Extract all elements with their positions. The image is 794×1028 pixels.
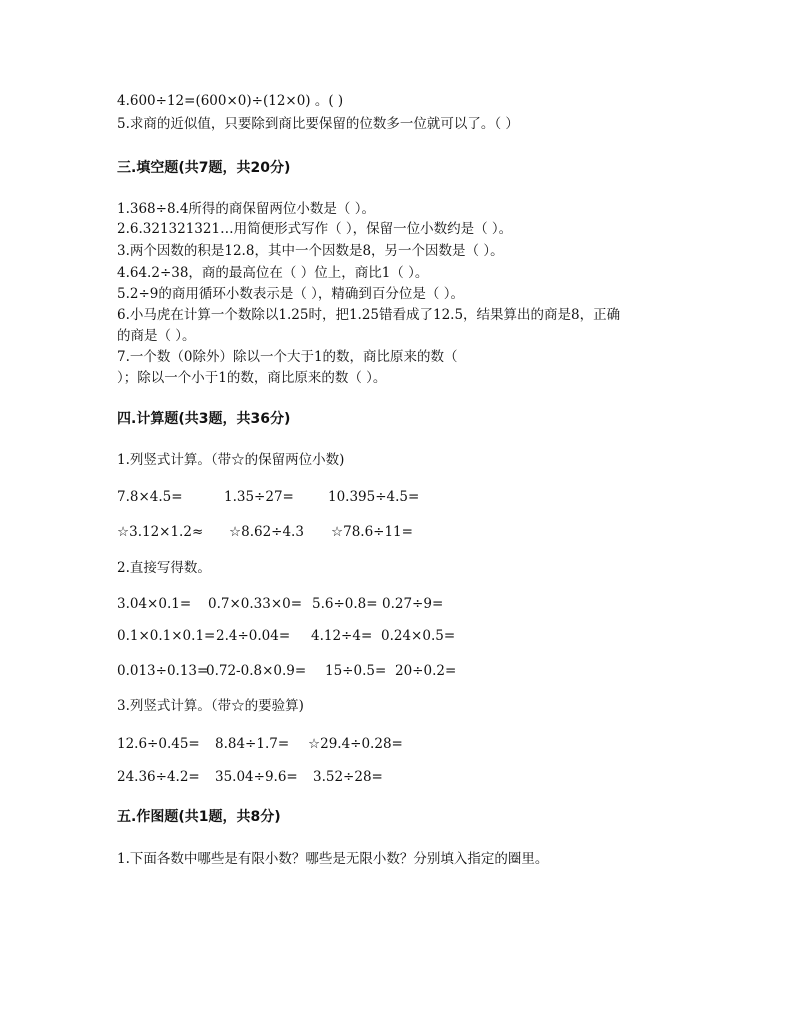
calc-problem: 35.04÷9.6= bbox=[215, 769, 298, 785]
fill-in-item-3: 3.两个因数的积是12.8，其中一个因数是8，另一个因数是（ ）。 bbox=[117, 243, 504, 259]
calc-q2-title: 2.直接写得数。 bbox=[117, 560, 211, 576]
judgement-item-4: 4.600÷12=(600×0)÷(12×0) 。( ) bbox=[117, 93, 344, 109]
calc-problem: 15÷0.5= bbox=[325, 663, 387, 679]
calc-problem: 12.6÷0.45= bbox=[117, 736, 200, 752]
calc-problem: ☆3.12×1.2≈ bbox=[117, 524, 204, 540]
calc-problem: ☆8.62÷4.3 bbox=[229, 524, 304, 540]
calc-problem: 2.4÷0.04= bbox=[216, 628, 291, 644]
calc-problem: 0.24×0.5= bbox=[381, 628, 456, 644]
calc-problem: ☆29.4÷0.28= bbox=[308, 736, 403, 752]
fill-in-item-4: 4.64.2÷38，商的最高位在（ ）位上，商比1（ ）。 bbox=[117, 265, 429, 281]
calc-q3-title: 3.列竖式计算。（带☆的要验算) bbox=[117, 698, 304, 714]
calc-problem: 7.8×4.5= bbox=[117, 489, 183, 505]
fill-in-item-7: 7.一个数（0除外）除以一个大于1的数，商比原来的数（ bbox=[117, 349, 458, 365]
section-heading-fill-in: 三.填空题(共7题，共20分) bbox=[117, 160, 291, 176]
fill-in-item-7-cont: ）；除以一个小于1的数，商比原来的数（ ）。 bbox=[117, 370, 387, 386]
fill-in-item-5: 5.2÷9的商用循环小数表示是（ ），精确到百分位是（ ）。 bbox=[117, 286, 464, 302]
drawing-item-1: 1.下面各数中哪些是有限小数？哪些是无限小数？分别填入指定的圈里。 bbox=[117, 851, 549, 867]
fill-in-item-6-cont: 的商是（ ）。 bbox=[117, 328, 196, 344]
calc-problem: 20÷0.2= bbox=[395, 663, 457, 679]
calc-problem: 1.35÷27= bbox=[224, 489, 294, 505]
calc-problem: 8.84÷1.7= bbox=[215, 736, 290, 752]
calc-problem: 0.013÷0.13= bbox=[117, 663, 209, 679]
calc-problem: 0.1×0.1×0.1= bbox=[117, 628, 216, 644]
calc-problem: 0.27÷9= bbox=[382, 596, 444, 612]
fill-in-item-2: 2.6.321321321…用简便形式写作（ ），保留一位小数约是（ ）。 bbox=[117, 221, 513, 237]
calc-problem: 0.72-0.8×0.9= bbox=[206, 663, 307, 679]
fill-in-item-6: 6.小马虎在计算一个数除以1.25时，把1.25错看成了12.5，结果算出的商是8，正确 bbox=[117, 307, 621, 323]
calc-problem: 0.7×0.33×0= bbox=[208, 596, 303, 612]
calc-problem: 10.395÷4.5= bbox=[328, 489, 420, 505]
calc-problem: 3.04×0.1= bbox=[117, 596, 192, 612]
fill-in-item-1: 1.368÷8.4所得的商保留两位小数是（ ）。 bbox=[117, 201, 375, 217]
calc-q1-title: 1.列竖式计算。（带☆的保留两位小数) bbox=[117, 452, 345, 468]
calc-problem: 4.12÷4= bbox=[311, 628, 373, 644]
calc-problem: 5.6÷0.8= bbox=[312, 596, 378, 612]
calc-problem: ☆78.6÷11= bbox=[331, 524, 413, 540]
calc-problem: 24.36÷4.2= bbox=[117, 769, 200, 785]
judgement-item-5: 5.求商的近似值，只要除到商比要保留的位数多一位就可以了。（ ） bbox=[117, 116, 519, 132]
section-heading-drawing: 五.作图题(共1题，共8分) bbox=[117, 809, 281, 825]
calc-problem: 3.52÷28= bbox=[313, 769, 383, 785]
section-heading-calculation: 四.计算题(共3题，共36分) bbox=[117, 411, 291, 427]
